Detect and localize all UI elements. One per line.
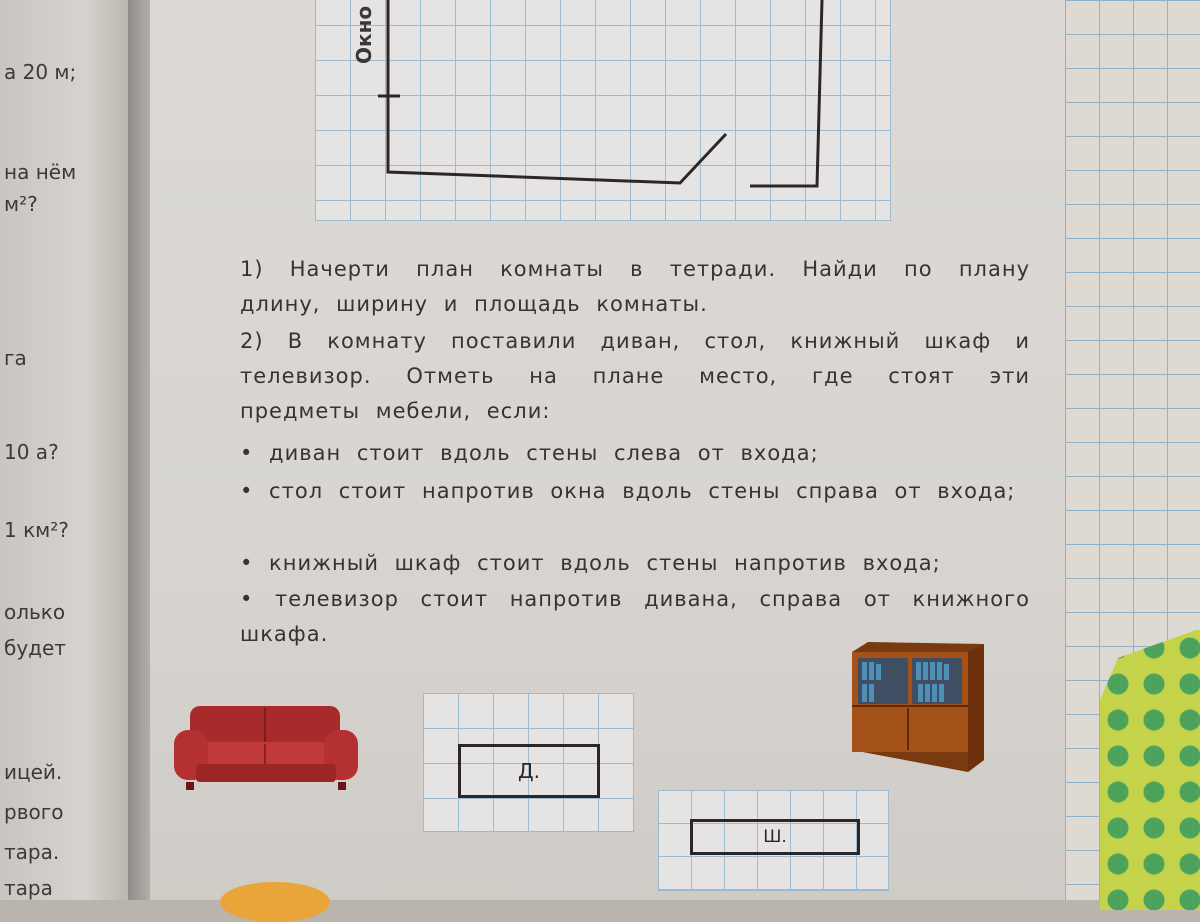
left-text-line: 10 а? xyxy=(4,440,59,464)
left-text-line: будет xyxy=(4,636,66,660)
bookcase-scheme-box xyxy=(690,819,860,855)
left-text-line: тара. xyxy=(4,840,60,864)
window-label: Окно xyxy=(352,5,376,64)
left-text-line: а 20 м; xyxy=(4,60,77,84)
left-text-line: га xyxy=(4,346,27,370)
left-text-line: м²? xyxy=(4,192,38,216)
task-bullet-tv: • телевизор стоит напротив дивана, справа от книжного шкафа. xyxy=(240,587,1030,646)
left-text-line: 1 км²? xyxy=(4,518,69,542)
task-bullet-sofa: • диван стоит вдоль стены слева от входа; xyxy=(240,441,819,465)
sofa-scheme-label: Д. xyxy=(518,759,540,783)
task-item-1: 1) Начерти план комнаты в тетради. Найди по плану длину, ширину и площадь комнаты. xyxy=(240,257,1030,316)
task-bullet-bookcase: • книжный шкаф стоит вдоль стены напротив входа; xyxy=(240,551,941,575)
sofa-scheme-box xyxy=(458,744,600,798)
orange-decoration xyxy=(220,882,330,922)
room-wall-right xyxy=(750,0,822,186)
left-text-line: ицей. xyxy=(4,760,63,784)
left-text-line: олько xyxy=(4,600,66,624)
bookshelf-icon xyxy=(848,640,988,775)
bookcase-scheme-label: Ш. xyxy=(763,827,787,847)
left-text-line: на нём xyxy=(4,160,77,184)
task-item-2: 2) В комнату поставили диван, стол, книжный шкаф и телевизор. Отметь на плане место, где стоят эти предметы мебели, если: xyxy=(240,329,1030,423)
left-text-line: рвого xyxy=(4,800,64,824)
task-bullet-table: • стол стоит напротив окна вдоль стены справа от входа; xyxy=(240,479,1016,503)
sofa-icon xyxy=(172,700,362,795)
left-text-line: тара xyxy=(4,876,53,900)
room-wall-left-bottom xyxy=(388,0,726,183)
